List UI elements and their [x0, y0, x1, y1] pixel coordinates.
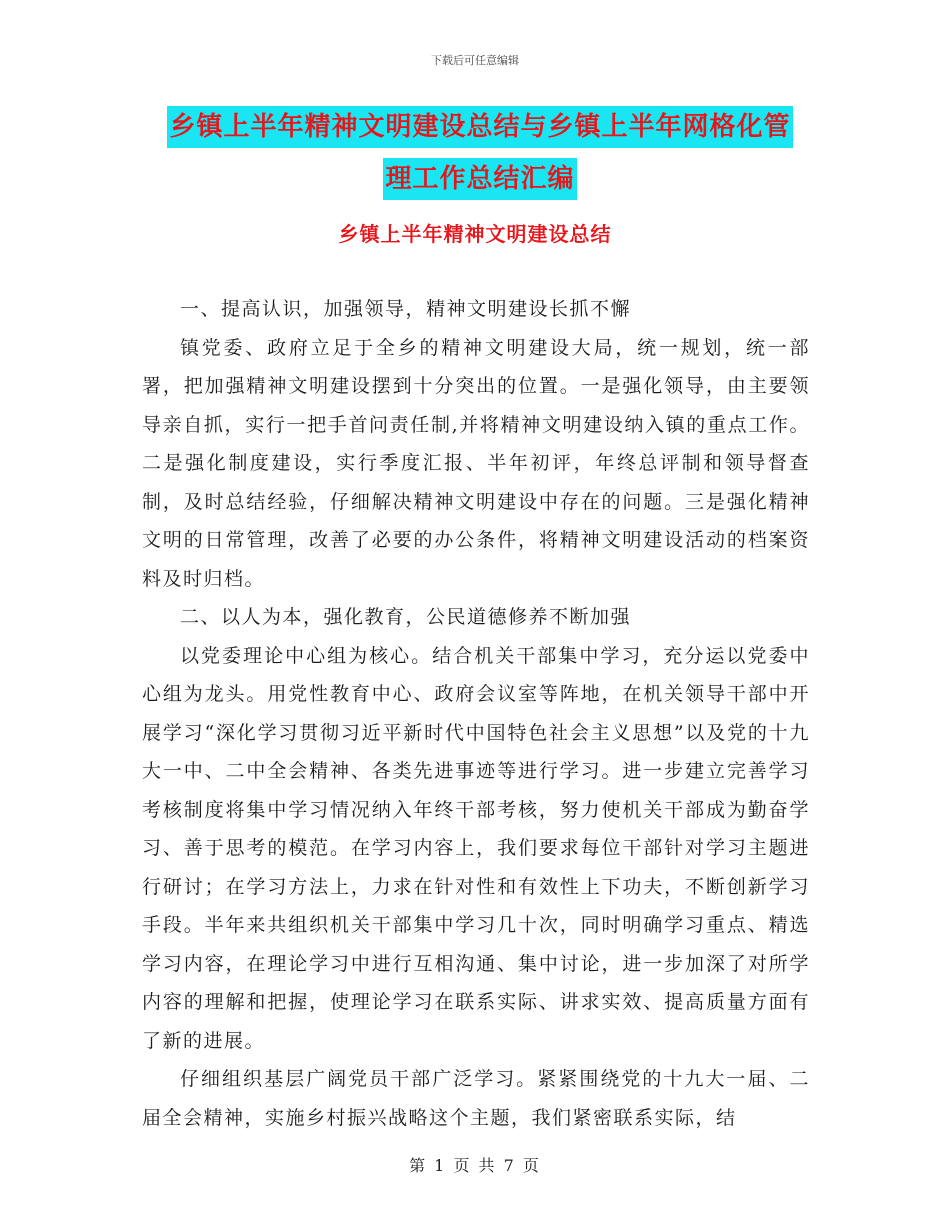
document-body: [142, 290, 810, 1137]
document-title: [140, 106, 820, 200]
paragraph-heading-1: 一、提高认识，加强领导，精神文明建设长抓不懈: [180, 298, 632, 320]
paragraph-heading-2: 二、以人为本，强化教育，公民道德修养不断加强: [180, 606, 632, 628]
section-title: 乡镇上半年精神文明建设总结: [338, 222, 612, 246]
page-header-note: 下载后可任意编辑: [431, 54, 519, 67]
page-number: 第 1 页 共 7 页: [409, 1156, 541, 1175]
title-line-2: 理工作总结汇编: [383, 158, 576, 200]
paragraph: 以党委理论中心组为核心。结合机关干部集中学习，充分运以党委中心组为龙头。用党性教育中心、政府会议室等阵地，在机关领导干部中开展学习“深化学习贯彻习近平新时代中国特色社会主义思想”以及党的十九大一中、二中全会精神、各类先进事迹等进行学习。进一步建立完善学习考核制度将集中学习情况纳入年终干部考核，努力使机关干部成为勤奋学习、善于思考的模范。在学习内容上，我们要求每位干部针对学习主题进行研讨；在学习方法上，力求在针对性和有效性上下功夫，不断创新学习手段。半年来共组织机关干部集中学习几十次，同时明确学习重点、精选学习内容，在理论学习中进行互相沟通、集中讨论，进一步加深了对所学内容的理解和把握，使理论学习在联系实际、讲求实效、提高质量方面有了新的进展。: [142, 644, 810, 1052]
paragraph: 镇党委、政府立足于全乡的精神文明建设大局，统一规划，统一部署，把加强精神文明建设摆到十分突出的位置。一是强化领导，由主要领导亲自抓，实行一把手首问责任制,并将精神文明建设纳入镇的重点工作。二是强化制度建设，实行季度汇报、半年初评，年终总评制和领导督查制，及时总结经验，仔细解决精神文明建设中存在的问题。三是强化精神文明的日常管理，改善了必要的办公条件，将精神文明建设活动的档案资料及时归档。: [142, 336, 810, 590]
paragraph: 仔细组织基层广阔党员干部广泛学习。紧紧围绕党的十九大一届、二届全会精神，实施乡村振兴战略这个主题，我们紧密联系实际，结: [142, 1068, 810, 1129]
title-line-1: 乡镇上半年精神文明建设总结与乡镇上半年网格化管: [167, 106, 792, 148]
